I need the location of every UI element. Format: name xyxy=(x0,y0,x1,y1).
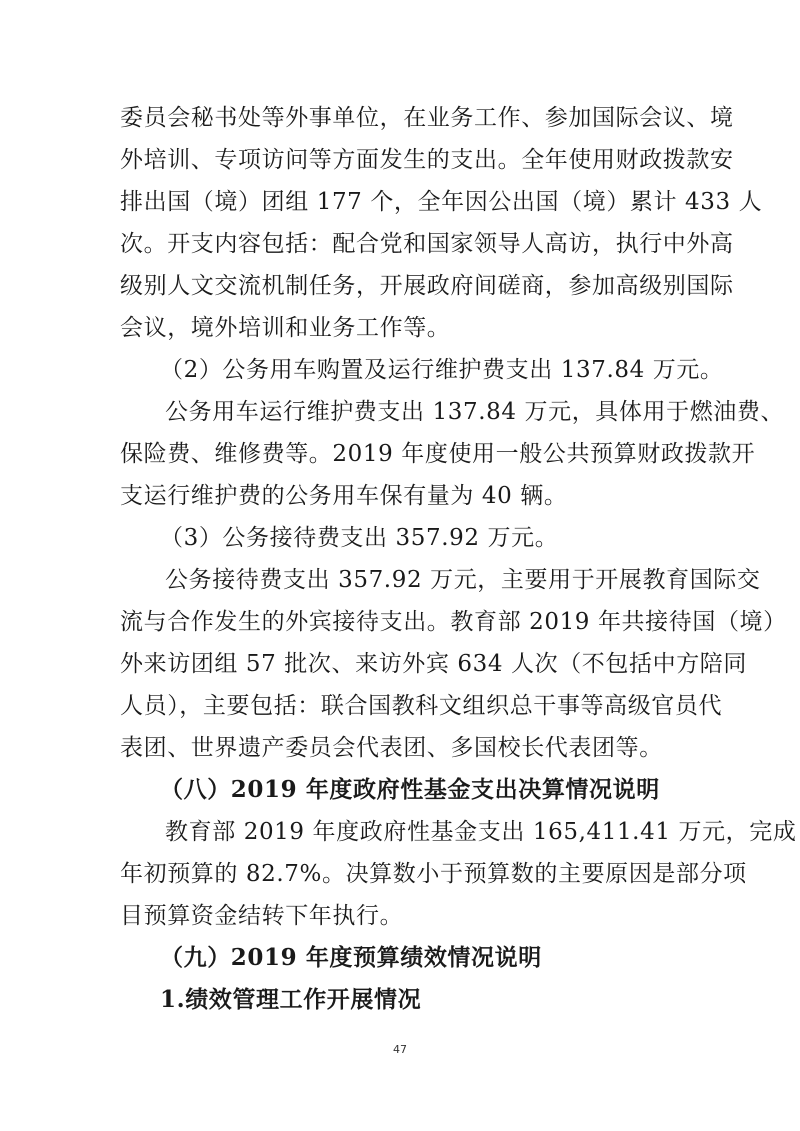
text-line: 公务用车运行维护费支出 137.84 万元，具体用于燃油费、 xyxy=(165,399,785,425)
text-line: 排出国（境）团组 177 个，全年因公出国（境）累计 433 人 xyxy=(120,189,763,215)
text-line: 级别人文交流机制任务，开展政府间磋商，参加高级别国际 xyxy=(120,273,734,299)
text-line: 流与合作发生的外宾接待支出。教育部 2019 年共接待国（境） xyxy=(120,609,787,635)
text-line: 外培训、专项访问等方面发生的支出。全年使用财政拨款安 xyxy=(120,147,734,173)
subheading-vehicle-expense: （2）公务用车购置及运行维护费支出 137.84 万元。 xyxy=(160,357,724,383)
text-line: 次。开支内容包括：配合党和国家领导人高访，执行中外高 xyxy=(120,231,734,257)
text-line: 公务接待费支出 357.92 万元，主要用于开展教育国际交 xyxy=(165,567,761,593)
text-line: 表团、世界遗产委员会代表团、多国校长代表团等。 xyxy=(120,735,663,761)
section-heading-government-funds: （八）2019 年度政府性基金支出决算情况说明 xyxy=(160,776,660,803)
page-number: 47 xyxy=(393,1043,407,1056)
text-line: 外来访团组 57 批次、来访外宾 634 人次（不包括中方陪同 xyxy=(120,651,748,677)
text-line: 支运行维护费的公务用车保有量为 40 辆。 xyxy=(120,483,568,509)
text-line: 人员），主要包括：联合国教科文组织总干事等高级官员代 xyxy=(120,693,723,719)
text-line: 会议，境外培训和业务工作等。 xyxy=(120,315,451,341)
section-heading-performance: （九）2019 年度预算绩效情况说明 xyxy=(160,944,542,971)
text-line: 教育部 2019 年度政府性基金支出 165,411.41 万元，完成 xyxy=(165,819,797,845)
text-line: 目预算资金结转下年执行。 xyxy=(120,903,404,929)
text-line: 保险费、维修费等。2019 年度使用一般公共预算财政拨款开 xyxy=(120,441,756,467)
text-line: 年初预算的 82.7%。决算数小于预算数的主要原因是部分项 xyxy=(120,861,747,887)
text-line: 委员会秘书处等外事单位，在业务工作、参加国际会议、境 xyxy=(120,105,734,131)
subheading-reception-expense: （3）公务接待费支出 357.92 万元。 xyxy=(160,525,559,551)
subheading-performance-management: 1.绩效管理工作开展情况 xyxy=(160,986,422,1013)
